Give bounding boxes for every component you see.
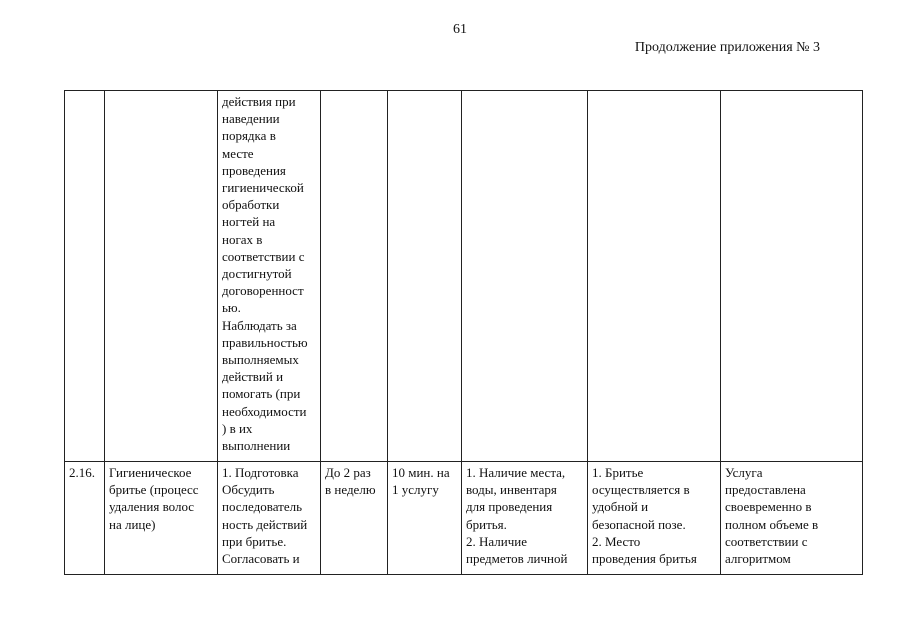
table-cell [65,91,105,462]
frequency-cell: До 2 раз в неделю [321,462,388,575]
table-cell [462,91,588,462]
table-cell [721,91,863,462]
quality-indicators-cell: 1. Бритье осуществляется в удобной и безопасной позе. 2. Место проведения бритья [588,462,721,575]
service-content-cell: действия при наведении порядка в месте проведения гигиенической обработки ногтей на ногах в соответствии с достигнутой договоренност ью. Наблюдать за правильностью выполняемых действий и помогать (при необходимости ) в их выполнении [218,91,321,462]
conditions-cell: 1. Наличие места, воды, инвентаря для проведения бритья. 2. Наличие предметов личной [462,462,588,575]
result-cell: Услуга предоставлена своевременно в полном объеме в соответствии с алгоритмом [721,462,863,575]
continuation-row [65,91,863,462]
row-number-cell: 2.16. [65,462,105,575]
duration-cell: 10 мин. на 1 услугу [388,462,462,575]
service-name-cell: Гигиеническое бритье (процесс удаления волос на лице) [105,462,218,575]
service-content-cell: 1. Подготовка Обсудить последователь ность действий при бритье. Согласовать и [218,462,321,575]
table-row-2-16 [65,462,863,575]
table-cell [388,91,462,462]
table-cell [321,91,388,462]
service-standards-table [64,90,863,575]
appendix-continuation-note: Продолжение приложения № 3 [634,40,820,55]
table-cell [105,91,218,462]
table-cell [588,91,721,462]
page-number: 61 [453,22,467,37]
